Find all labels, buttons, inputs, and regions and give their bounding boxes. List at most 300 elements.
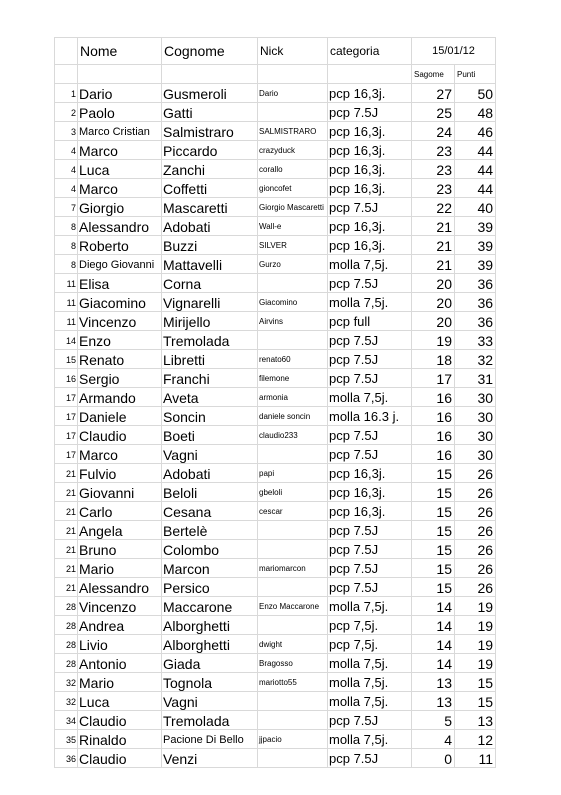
nome-cell: Giovanni — [78, 483, 162, 502]
sagome-cell: 18 — [412, 350, 455, 369]
nome-cell: Daniele — [78, 407, 162, 426]
header-punti: Punti — [455, 65, 496, 84]
rank-cell: 21 — [55, 578, 78, 597]
rank-cell: 34 — [55, 711, 78, 730]
nick-cell — [258, 616, 328, 635]
nick-cell: Wall-e — [258, 217, 328, 236]
table-row — [55, 749, 496, 768]
sagome-cell: 15 — [412, 521, 455, 540]
nome-cell: Mario — [78, 559, 162, 578]
nome-cell: Alessandro — [78, 217, 162, 236]
rank-cell: 8 — [55, 255, 78, 274]
punti-cell: 46 — [455, 122, 496, 141]
nick-cell: Giorgio Mascaretti — [258, 198, 328, 217]
table-row — [55, 426, 496, 445]
categoria-cell: molla 7,5j. — [328, 388, 412, 407]
nome-cell: Vincenzo — [78, 597, 162, 616]
categoria-cell: pcp 16,3j. — [328, 236, 412, 255]
sagome-cell: 15 — [412, 483, 455, 502]
rank-cell: 4 — [55, 160, 78, 179]
cognome-cell: Tognola — [162, 673, 258, 692]
nick-cell: Airvins — [258, 312, 328, 331]
categoria-cell: pcp 7.5J — [328, 274, 412, 293]
cognome-cell: Salmistraro — [162, 122, 258, 141]
nome-cell: Giorgio — [78, 198, 162, 217]
table-row — [55, 540, 496, 559]
rank-cell: 32 — [55, 673, 78, 692]
table-row — [55, 293, 496, 312]
cognome-cell: Maccarone — [162, 597, 258, 616]
rank-cell: 11 — [55, 312, 78, 331]
rank-cell: 15 — [55, 350, 78, 369]
rank-cell: 21 — [55, 559, 78, 578]
punti-cell: 33 — [455, 331, 496, 350]
categoria-cell: molla 7,5j. — [328, 673, 412, 692]
sagome-cell: 15 — [412, 559, 455, 578]
punti-cell: 44 — [455, 160, 496, 179]
punti-cell: 40 — [455, 198, 496, 217]
rank-cell: 21 — [55, 540, 78, 559]
header-nome: Nome — [78, 38, 162, 65]
cognome-cell: Tremolada — [162, 711, 258, 730]
nick-cell: claudio233 — [258, 426, 328, 445]
punti-cell: 30 — [455, 426, 496, 445]
table-row — [55, 217, 496, 236]
nome-cell: Dario — [78, 84, 162, 103]
nick-cell: renato60 — [258, 350, 328, 369]
rank-cell: 21 — [55, 483, 78, 502]
rank-cell: 3 — [55, 122, 78, 141]
cognome-cell: Persico — [162, 578, 258, 597]
punti-cell: 30 — [455, 445, 496, 464]
nick-cell: Giacomino — [258, 293, 328, 312]
ranking-table — [54, 37, 496, 768]
cognome-cell: Mattavelli — [162, 255, 258, 274]
nick-cell — [258, 103, 328, 122]
nome-cell: Andrea — [78, 616, 162, 635]
table-row — [55, 255, 496, 274]
table-row — [55, 692, 496, 711]
nome-cell: Diego Giovanni — [78, 255, 162, 274]
cognome-cell: Beloli — [162, 483, 258, 502]
categoria-cell: pcp 7.5J — [328, 198, 412, 217]
sagome-cell: 15 — [412, 464, 455, 483]
table-row — [55, 616, 496, 635]
categoria-cell: molla 7,5j. — [328, 293, 412, 312]
rank-cell: 36 — [55, 749, 78, 768]
nome-cell: Marco Cristian — [78, 122, 162, 141]
punti-cell: 26 — [455, 559, 496, 578]
rank-cell: 28 — [55, 616, 78, 635]
table-row — [55, 654, 496, 673]
cognome-cell: Zanchi — [162, 160, 258, 179]
nick-cell: SILVER — [258, 236, 328, 255]
header-nick: Nick — [258, 38, 328, 65]
table-row — [55, 445, 496, 464]
sagome-cell: 17 — [412, 369, 455, 388]
table-row — [55, 369, 496, 388]
nome-cell: Marco — [78, 179, 162, 198]
empty-cell — [162, 65, 258, 84]
nome-cell: Luca — [78, 160, 162, 179]
categoria-cell: pcp 7.5J — [328, 578, 412, 597]
sagome-cell: 25 — [412, 103, 455, 122]
sagome-cell: 15 — [412, 502, 455, 521]
categoria-cell: pcp 16,3j. — [328, 217, 412, 236]
nome-cell: Luca — [78, 692, 162, 711]
rank-cell: 8 — [55, 217, 78, 236]
punti-cell: 15 — [455, 692, 496, 711]
sagome-cell: 23 — [412, 179, 455, 198]
rank-cell: 28 — [55, 597, 78, 616]
sagome-cell: 16 — [412, 426, 455, 445]
nick-cell: gioncofet — [258, 179, 328, 198]
cognome-cell: Tremolada — [162, 331, 258, 350]
sagome-cell: 14 — [412, 635, 455, 654]
categoria-cell: pcp 7.5J — [328, 711, 412, 730]
nick-cell: daniele soncin — [258, 407, 328, 426]
table-row — [55, 103, 496, 122]
sagome-cell: 13 — [412, 692, 455, 711]
nick-cell: Enzo Maccarone — [258, 597, 328, 616]
cognome-cell: Aveta — [162, 388, 258, 407]
punti-cell: 13 — [455, 711, 496, 730]
categoria-cell: molla 16.3 j. — [328, 407, 412, 426]
cognome-cell: Coffetti — [162, 179, 258, 198]
rank-cell: 28 — [55, 635, 78, 654]
nick-cell: Bragosso — [258, 654, 328, 673]
punti-cell: 30 — [455, 388, 496, 407]
categoria-cell: molla 7,5j. — [328, 654, 412, 673]
punti-cell: 48 — [455, 103, 496, 122]
punti-cell: 26 — [455, 483, 496, 502]
rank-cell: 8 — [55, 236, 78, 255]
nick-cell: corallo — [258, 160, 328, 179]
nick-cell — [258, 445, 328, 464]
table-row — [55, 407, 496, 426]
table-row — [55, 198, 496, 217]
nome-cell: Rinaldo — [78, 730, 162, 749]
sagome-cell: 21 — [412, 255, 455, 274]
punti-cell: 26 — [455, 521, 496, 540]
sagome-cell: 5 — [412, 711, 455, 730]
punti-cell: 26 — [455, 578, 496, 597]
sagome-cell: 20 — [412, 312, 455, 331]
categoria-cell: molla 7,5j. — [328, 730, 412, 749]
nick-cell — [258, 692, 328, 711]
nick-cell: mariotto55 — [258, 673, 328, 692]
categoria-cell: pcp 16,3j. — [328, 179, 412, 198]
cognome-cell: Colombo — [162, 540, 258, 559]
punti-cell: 36 — [455, 312, 496, 331]
categoria-cell: molla 7,5j. — [328, 692, 412, 711]
table-row — [55, 141, 496, 160]
punti-cell: 44 — [455, 141, 496, 160]
nick-cell: filemone — [258, 369, 328, 388]
header-row — [55, 38, 496, 65]
nome-cell: Claudio — [78, 711, 162, 730]
cognome-cell: Buzzi — [162, 236, 258, 255]
punti-cell: 36 — [455, 274, 496, 293]
cognome-cell: Cesana — [162, 502, 258, 521]
nome-cell: Paolo — [78, 103, 162, 122]
table-row — [55, 635, 496, 654]
nick-cell: mariomarcon — [258, 559, 328, 578]
punti-cell: 39 — [455, 217, 496, 236]
cognome-cell: Corna — [162, 274, 258, 293]
empty-cell — [258, 65, 328, 84]
nome-cell: Giacomino — [78, 293, 162, 312]
categoria-cell: molla 7,5j. — [328, 255, 412, 274]
cognome-cell: Alborghetti — [162, 616, 258, 635]
categoria-cell: pcp full — [328, 312, 412, 331]
sagome-cell: 16 — [412, 407, 455, 426]
rank-cell: 2 — [55, 103, 78, 122]
rank-cell: 21 — [55, 502, 78, 521]
rank-cell: 17 — [55, 426, 78, 445]
rank-cell: 16 — [55, 369, 78, 388]
punti-cell: 39 — [455, 236, 496, 255]
cognome-cell: Alborghetti — [162, 635, 258, 654]
punti-cell: 12 — [455, 730, 496, 749]
nome-cell: Fulvio — [78, 464, 162, 483]
sagome-cell: 16 — [412, 445, 455, 464]
empty-cell — [328, 65, 412, 84]
cognome-cell: Venzi — [162, 749, 258, 768]
table-row — [55, 578, 496, 597]
cognome-cell: Gusmeroli — [162, 84, 258, 103]
punti-cell: 19 — [455, 597, 496, 616]
table-row — [55, 597, 496, 616]
sagome-cell: 14 — [412, 597, 455, 616]
sagome-cell: 14 — [412, 616, 455, 635]
categoria-cell: pcp 16,3j. — [328, 502, 412, 521]
empty-cell — [78, 65, 162, 84]
nick-cell: SALMISTRARO — [258, 122, 328, 141]
nome-cell: Armando — [78, 388, 162, 407]
table-row — [55, 312, 496, 331]
nome-cell: Mario — [78, 673, 162, 692]
categoria-cell: pcp 16,3j. — [328, 84, 412, 103]
punti-cell: 19 — [455, 635, 496, 654]
categoria-cell: pcp 7.5J — [328, 369, 412, 388]
nome-cell: Carlo — [78, 502, 162, 521]
rank-cell: 17 — [55, 445, 78, 464]
rank-cell: 21 — [55, 464, 78, 483]
header-sagome: Sagome — [412, 65, 455, 84]
table-row — [55, 388, 496, 407]
nick-cell — [258, 521, 328, 540]
nick-cell: Gurzo — [258, 255, 328, 274]
cognome-cell: Libretti — [162, 350, 258, 369]
rank-cell: 21 — [55, 521, 78, 540]
categoria-cell: pcp 7,5j. — [328, 635, 412, 654]
nome-cell: Elisa — [78, 274, 162, 293]
categoria-cell: pcp 7.5J — [328, 749, 412, 768]
sagome-cell: 20 — [412, 274, 455, 293]
cognome-cell: Gatti — [162, 103, 258, 122]
header-date: 15/01/12 — [412, 38, 496, 65]
categoria-cell: pcp 16,3j. — [328, 464, 412, 483]
table-row — [55, 464, 496, 483]
nick-cell — [258, 540, 328, 559]
categoria-cell: pcp 16,3j. — [328, 160, 412, 179]
cognome-cell: Bertelè — [162, 521, 258, 540]
sagome-cell: 0 — [412, 749, 455, 768]
rank-cell: 17 — [55, 407, 78, 426]
nick-cell — [258, 749, 328, 768]
sagome-cell: 13 — [412, 673, 455, 692]
punti-cell: 32 — [455, 350, 496, 369]
rank-cell: 28 — [55, 654, 78, 673]
punti-cell: 50 — [455, 84, 496, 103]
rank-cell: 4 — [55, 141, 78, 160]
cognome-cell: Adobati — [162, 217, 258, 236]
cognome-cell: Boeti — [162, 426, 258, 445]
categoria-cell: pcp 7,5j. — [328, 616, 412, 635]
categoria-cell: molla 7,5j. — [328, 597, 412, 616]
nome-cell: Bruno — [78, 540, 162, 559]
rank-cell: 11 — [55, 274, 78, 293]
nome-cell: Sergio — [78, 369, 162, 388]
nick-cell: crazyduck — [258, 141, 328, 160]
nome-cell: Marco — [78, 141, 162, 160]
table-row — [55, 673, 496, 692]
table-row — [55, 521, 496, 540]
subheader-row — [55, 65, 496, 84]
sagome-cell: 4 — [412, 730, 455, 749]
punti-cell: 19 — [455, 654, 496, 673]
nick-cell: jjpacio — [258, 730, 328, 749]
rank-cell: 32 — [55, 692, 78, 711]
nome-cell: Livio — [78, 635, 162, 654]
table-row — [55, 483, 496, 502]
cognome-cell: Vignarelli — [162, 293, 258, 312]
cognome-cell: Mascaretti — [162, 198, 258, 217]
punti-cell: 26 — [455, 540, 496, 559]
header-rank-cell — [55, 38, 78, 65]
table-row — [55, 160, 496, 179]
punti-cell: 44 — [455, 179, 496, 198]
table-row — [55, 274, 496, 293]
cognome-cell: Soncin — [162, 407, 258, 426]
nome-cell: Enzo — [78, 331, 162, 350]
nome-cell: Roberto — [78, 236, 162, 255]
punti-cell: 11 — [455, 749, 496, 768]
nome-cell: Vincenzo — [78, 312, 162, 331]
rank-cell: 4 — [55, 179, 78, 198]
rank-cell: 17 — [55, 388, 78, 407]
nick-cell — [258, 331, 328, 350]
nome-cell: Antonio — [78, 654, 162, 673]
sagome-cell: 16 — [412, 388, 455, 407]
cognome-cell: Franchi — [162, 369, 258, 388]
table-row — [55, 331, 496, 350]
rank-cell: 7 — [55, 198, 78, 217]
nick-cell — [258, 711, 328, 730]
sagome-cell: 23 — [412, 141, 455, 160]
sagome-cell: 21 — [412, 217, 455, 236]
rank-cell: 11 — [55, 293, 78, 312]
categoria-cell: pcp 7.5J — [328, 521, 412, 540]
nick-cell: cescar — [258, 502, 328, 521]
sagome-cell: 15 — [412, 578, 455, 597]
rank-cell: 35 — [55, 730, 78, 749]
nome-cell: Claudio — [78, 426, 162, 445]
punti-cell: 39 — [455, 255, 496, 274]
table-row — [55, 711, 496, 730]
sagome-cell: 22 — [412, 198, 455, 217]
nick-cell: dwight — [258, 635, 328, 654]
categoria-cell: pcp 7.5J — [328, 103, 412, 122]
categoria-cell: pcp 7.5J — [328, 540, 412, 559]
punti-cell: 26 — [455, 464, 496, 483]
cognome-cell: Vagni — [162, 445, 258, 464]
punti-cell: 15 — [455, 673, 496, 692]
punti-cell: 31 — [455, 369, 496, 388]
categoria-cell: pcp 16,3j. — [328, 141, 412, 160]
table-row — [55, 122, 496, 141]
categoria-cell: pcp 7.5J — [328, 559, 412, 578]
cognome-cell: Pacione Di Bello — [162, 730, 258, 749]
nome-cell: Renato — [78, 350, 162, 369]
punti-cell: 36 — [455, 293, 496, 312]
table-row — [55, 350, 496, 369]
sagome-cell: 20 — [412, 293, 455, 312]
nick-cell: gbeloli — [258, 483, 328, 502]
rank-cell: 14 — [55, 331, 78, 350]
categoria-cell: pcp 7.5J — [328, 350, 412, 369]
categoria-cell: pcp 16,3j. — [328, 483, 412, 502]
table-row — [55, 502, 496, 521]
punti-cell: 30 — [455, 407, 496, 426]
nome-cell: Claudio — [78, 749, 162, 768]
cognome-cell: Piccardo — [162, 141, 258, 160]
header-categoria: categoria — [328, 38, 412, 65]
sagome-cell: 15 — [412, 540, 455, 559]
categoria-cell: pcp 7.5J — [328, 331, 412, 350]
cognome-cell: Giada — [162, 654, 258, 673]
table-row — [55, 236, 496, 255]
cognome-cell: Vagni — [162, 692, 258, 711]
nick-cell: Dario — [258, 84, 328, 103]
nick-cell: papi — [258, 464, 328, 483]
nome-cell: Alessandro — [78, 578, 162, 597]
sagome-cell: 23 — [412, 160, 455, 179]
sagome-cell: 14 — [412, 654, 455, 673]
cognome-cell: Marcon — [162, 559, 258, 578]
header-cognome: Cognome — [162, 38, 258, 65]
categoria-cell: pcp 7.5J — [328, 445, 412, 464]
table-row — [55, 179, 496, 198]
nick-cell — [258, 578, 328, 597]
cognome-cell: Adobati — [162, 464, 258, 483]
punti-cell: 26 — [455, 502, 496, 521]
sagome-cell: 27 — [412, 84, 455, 103]
rank-cell: 1 — [55, 84, 78, 103]
table-row — [55, 559, 496, 578]
punti-cell: 19 — [455, 616, 496, 635]
nome-cell: Marco — [78, 445, 162, 464]
table-row — [55, 84, 496, 103]
sagome-cell: 21 — [412, 236, 455, 255]
nick-cell — [258, 274, 328, 293]
nome-cell: Angela — [78, 521, 162, 540]
nick-cell: armonia — [258, 388, 328, 407]
categoria-cell: pcp 16,3j. — [328, 122, 412, 141]
table-row — [55, 730, 496, 749]
cognome-cell: Mirijello — [162, 312, 258, 331]
